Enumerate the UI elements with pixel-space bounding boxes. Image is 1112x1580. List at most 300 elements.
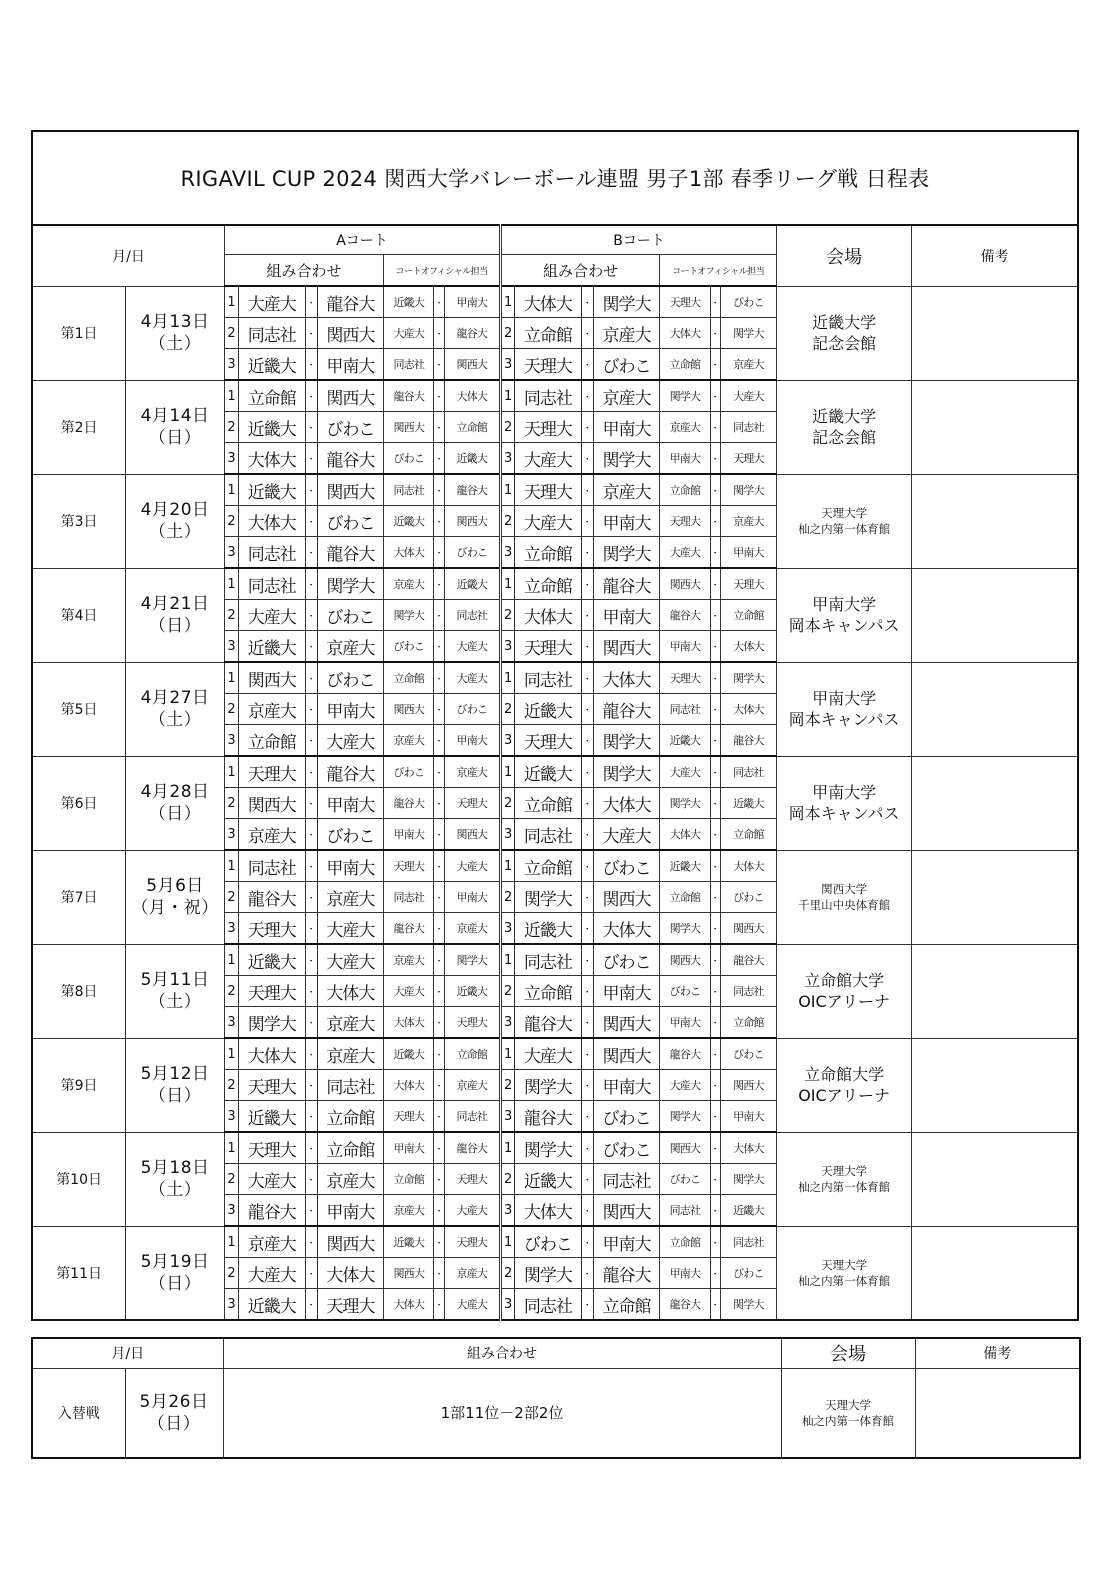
team-b-home: 大産大 <box>515 506 582 537</box>
separator: ・ <box>305 1258 317 1289</box>
official-b-2: 京産大 <box>720 349 776 381</box>
separator: ・ <box>710 913 720 945</box>
official-a-2: 天理大 <box>444 1007 501 1039</box>
team-b-away: 京産大 <box>593 380 660 412</box>
official-b-2: 同志社 <box>720 756 776 788</box>
match-number-b: 3 <box>501 819 515 851</box>
match-row <box>32 850 1078 882</box>
day-label: 第11日 <box>32 1226 126 1320</box>
team-b-away: 甲南大 <box>593 506 660 537</box>
team-b-away: びわこ <box>593 850 660 882</box>
team-b-away: 大産大 <box>593 819 660 851</box>
notes-cell <box>912 568 1078 662</box>
team-a-away: 大体大 <box>317 1258 384 1289</box>
official-a-2: 甲南大 <box>444 882 501 913</box>
team-a-home: 大体大 <box>239 506 306 537</box>
official-a-1: 近畿大 <box>384 506 434 537</box>
separator: ・ <box>581 1038 593 1070</box>
venue-cell <box>777 568 912 662</box>
dow-text: （日） <box>148 804 202 824</box>
venue-line-2: 岡本キャンパス <box>788 804 900 823</box>
official-b-2: 天理大 <box>720 443 776 475</box>
separator: ・ <box>305 380 317 412</box>
team-a-away: 甲南大 <box>317 788 384 819</box>
match-row <box>32 474 1078 506</box>
official-a-2: 立命館 <box>444 1038 501 1070</box>
separator: ・ <box>581 631 593 663</box>
date-text: 5月18日 <box>140 1158 210 1178</box>
match-number-b: 2 <box>501 1070 515 1101</box>
notes-cell <box>912 850 1078 944</box>
official-b-2: 京産大 <box>720 506 776 537</box>
official-a-2: 大産大 <box>444 662 501 694</box>
team-a-away: 大体大 <box>317 976 384 1007</box>
match-number-b: 3 <box>501 913 515 945</box>
day-date <box>126 850 225 944</box>
team-b-home: 立命館 <box>515 850 582 882</box>
match-row <box>32 1226 1078 1258</box>
official-b-1: 関学大 <box>660 1101 710 1133</box>
dow-text: （日） <box>148 428 202 448</box>
separator: ・ <box>710 631 720 663</box>
venue-cell <box>777 1038 912 1132</box>
venue-line-1: 甲南大学 <box>812 783 877 802</box>
official-b-1: 天理大 <box>660 506 710 537</box>
official-b-1: 大産大 <box>660 1070 710 1101</box>
team-b-home: 近畿大 <box>515 913 582 945</box>
team-b-away: びわこ <box>593 1132 660 1164</box>
official-a-1: 天理大 <box>384 1101 434 1133</box>
separator: ・ <box>434 694 444 725</box>
team-b-home: 大産大 <box>515 1038 582 1070</box>
separator: ・ <box>305 1289 317 1321</box>
team-a-away: 京産大 <box>317 1007 384 1039</box>
day-label: 第9日 <box>32 1038 126 1132</box>
team-b-home: 龍谷大 <box>515 1101 582 1133</box>
team-b-away: びわこ <box>593 349 660 381</box>
title-text: RIGAVIL CUP 2024 関西大学バレーボール連盟 男子1部 春季リーグ戦 日程表 <box>180 167 930 191</box>
separator: ・ <box>710 1007 720 1039</box>
match-number-a: 2 <box>224 1258 238 1289</box>
official-b-1: 関西大 <box>660 568 710 600</box>
separator: ・ <box>581 506 593 537</box>
separator: ・ <box>710 819 720 851</box>
replacement-header-venue: 会場 <box>781 1338 915 1368</box>
match-number-b: 1 <box>501 850 515 882</box>
separator: ・ <box>710 1195 720 1227</box>
team-b-home: 天理大 <box>515 474 582 506</box>
separator: ・ <box>434 1164 444 1195</box>
match-number-a: 2 <box>224 1070 238 1101</box>
team-b-away: 甲南大 <box>593 412 660 443</box>
team-a-home: 近畿大 <box>239 631 306 663</box>
official-a-1: 関西大 <box>384 1258 434 1289</box>
dow-text: （月・祝） <box>131 898 219 918</box>
dow-text: （土） <box>148 1180 202 1200</box>
match-number-a: 3 <box>224 913 238 945</box>
official-b-2: 大体大 <box>720 631 776 663</box>
separator: ・ <box>434 944 444 976</box>
dow-text: （日） <box>148 616 202 636</box>
team-a-home: 大体大 <box>239 1038 306 1070</box>
official-b-1: 龍谷大 <box>660 600 710 631</box>
match-number-a: 3 <box>224 1007 238 1039</box>
replacement-dow: （日） <box>147 1413 201 1434</box>
official-b-2: びわこ <box>720 882 776 913</box>
separator: ・ <box>581 349 593 381</box>
separator: ・ <box>581 600 593 631</box>
day-label: 第5日 <box>32 662 126 756</box>
separator: ・ <box>581 725 593 757</box>
official-b-1: 天理大 <box>660 662 710 694</box>
venue-line-1: 天理大学 <box>821 506 868 520</box>
team-a-away: 龍谷大 <box>317 756 384 788</box>
venue-line-2: 記念会館 <box>812 428 877 447</box>
venue-cell <box>777 944 912 1038</box>
official-b-1: 甲南大 <box>660 443 710 475</box>
team-b-away: 関学大 <box>593 725 660 757</box>
official-a-2: 大産大 <box>444 631 501 663</box>
separator: ・ <box>305 1195 317 1227</box>
separator: ・ <box>710 1070 720 1101</box>
team-b-away: 関西大 <box>593 1007 660 1039</box>
separator: ・ <box>710 1258 720 1289</box>
team-b-away: 関西大 <box>593 1195 660 1227</box>
team-a-home: 大産大 <box>239 1164 306 1195</box>
schedule-sheet <box>31 130 1079 1321</box>
official-a-1: 近畿大 <box>384 1226 434 1258</box>
team-b-away: 龍谷大 <box>593 694 660 725</box>
dow-text: （日） <box>148 1273 202 1294</box>
team-a-home: 近畿大 <box>239 474 306 506</box>
team-b-home: 関学大 <box>515 1132 582 1164</box>
separator: ・ <box>710 568 720 600</box>
venue-line-2: 千里山中央体育館 <box>798 898 891 912</box>
match-number-a: 3 <box>224 349 238 381</box>
official-b-2: 同志社 <box>720 412 776 443</box>
separator: ・ <box>581 474 593 506</box>
venue-cell <box>777 756 912 850</box>
replacement-header-date: 月/日 <box>32 1338 223 1368</box>
match-number-b: 3 <box>501 1195 515 1227</box>
official-b-1: 同志社 <box>660 694 710 725</box>
team-b-home: 近畿大 <box>515 756 582 788</box>
official-a-1: 関西大 <box>384 694 434 725</box>
separator: ・ <box>434 506 444 537</box>
match-number-a: 2 <box>224 506 238 537</box>
match-row <box>32 1038 1078 1070</box>
team-a-away: びわこ <box>317 600 384 631</box>
separator: ・ <box>434 286 444 318</box>
separator: ・ <box>710 1101 720 1133</box>
day-date <box>126 1226 225 1320</box>
separator: ・ <box>434 600 444 631</box>
notes-cell <box>912 944 1078 1038</box>
document-title <box>31 130 1079 224</box>
official-b-1: 関学大 <box>660 788 710 819</box>
official-b-2: 関学大 <box>720 474 776 506</box>
venue-cell <box>777 1226 912 1320</box>
match-number-b: 3 <box>501 1007 515 1039</box>
team-b-home: 立命館 <box>515 976 582 1007</box>
team-b-home: 同志社 <box>515 662 582 694</box>
separator: ・ <box>434 882 444 913</box>
team-b-away: 関学大 <box>593 756 660 788</box>
venue-cell <box>777 474 912 568</box>
match-number-b: 1 <box>501 756 515 788</box>
official-a-2: 立命館 <box>444 412 501 443</box>
team-a-away: 同志社 <box>317 1070 384 1101</box>
separator: ・ <box>305 286 317 318</box>
separator: ・ <box>581 694 593 725</box>
team-a-away: 京産大 <box>317 631 384 663</box>
dow-text: （土） <box>148 334 202 354</box>
match-number-b: 3 <box>501 1101 515 1133</box>
official-b-1: 立命館 <box>660 349 710 381</box>
replacement-venue-line-1: 天理大学 <box>825 1397 871 1412</box>
separator: ・ <box>434 318 444 349</box>
team-a-away: 京産大 <box>317 1038 384 1070</box>
official-b-1: 立命館 <box>660 1226 710 1258</box>
official-a-1: 大産大 <box>384 976 434 1007</box>
official-a-2: びわこ <box>444 537 501 569</box>
team-b-home: 立命館 <box>515 568 582 600</box>
official-a-1: 近畿大 <box>384 286 434 318</box>
separator: ・ <box>710 1226 720 1258</box>
team-a-home: 大産大 <box>239 1258 306 1289</box>
separator: ・ <box>305 537 317 569</box>
match-number-b: 2 <box>501 976 515 1007</box>
match-number-a: 1 <box>224 662 238 694</box>
replacement-matchup: 1部11位－2部2位 <box>223 1368 781 1458</box>
official-a-2: 近畿大 <box>444 976 501 1007</box>
separator: ・ <box>581 944 593 976</box>
official-a-2: 龍谷大 <box>444 318 501 349</box>
team-b-away: 関学大 <box>593 537 660 569</box>
separator: ・ <box>305 756 317 788</box>
date-text: 5月19日 <box>140 1251 210 1272</box>
team-a-away: 京産大 <box>317 882 384 913</box>
official-a-1: 京産大 <box>384 725 434 757</box>
official-a-2: 大産大 <box>444 1289 501 1321</box>
match-number-a: 3 <box>224 1195 238 1227</box>
team-b-away: びわこ <box>593 944 660 976</box>
separator: ・ <box>710 506 720 537</box>
separator: ・ <box>710 944 720 976</box>
official-b-1: 関学大 <box>660 913 710 945</box>
separator: ・ <box>434 474 444 506</box>
official-b-1: 甲南大 <box>660 1007 710 1039</box>
official-a-1: 甲南大 <box>384 1132 434 1164</box>
official-b-2: 関学大 <box>720 1289 776 1321</box>
day-date <box>126 944 225 1038</box>
venue-line-2: 杣之内第一体育館 <box>798 522 891 536</box>
team-b-home: 天理大 <box>515 349 582 381</box>
separator: ・ <box>434 1007 444 1039</box>
separator: ・ <box>710 474 720 506</box>
official-a-1: 関学大 <box>384 600 434 631</box>
team-a-home: 近畿大 <box>239 944 306 976</box>
separator: ・ <box>581 1195 593 1227</box>
separator: ・ <box>434 1226 444 1258</box>
venue-cell <box>777 1132 912 1226</box>
day-label: 第1日 <box>32 286 126 380</box>
team-b-home: 立命館 <box>515 318 582 349</box>
official-a-1: 京産大 <box>384 1195 434 1227</box>
team-b-home: 関学大 <box>515 1070 582 1101</box>
separator: ・ <box>434 1132 444 1164</box>
separator: ・ <box>434 788 444 819</box>
separator: ・ <box>305 694 317 725</box>
match-number-b: 2 <box>501 788 515 819</box>
official-b-2: 大体大 <box>720 850 776 882</box>
team-b-home: 関学大 <box>515 882 582 913</box>
team-a-home: 近畿大 <box>239 1101 306 1133</box>
official-a-2: 京産大 <box>444 1258 501 1289</box>
match-number-a: 2 <box>224 318 238 349</box>
team-b-home: 同志社 <box>515 944 582 976</box>
team-b-home: 立命館 <box>515 537 582 569</box>
separator: ・ <box>581 412 593 443</box>
dow-text: （土） <box>148 710 202 730</box>
day-date <box>126 474 225 568</box>
team-a-away: 大産大 <box>317 725 384 757</box>
separator: ・ <box>305 568 317 600</box>
official-a-2: 近畿大 <box>444 443 501 475</box>
venue-cell <box>777 850 912 944</box>
separator: ・ <box>305 725 317 757</box>
team-a-away: 関西大 <box>317 1226 384 1258</box>
separator: ・ <box>581 1070 593 1101</box>
notes-cell <box>912 662 1078 756</box>
official-a-2: 龍谷大 <box>444 1132 501 1164</box>
separator: ・ <box>305 1164 317 1195</box>
venue-line-1: 立命館大学 <box>804 971 885 990</box>
team-a-home: 大産大 <box>239 286 306 318</box>
day-date <box>126 1132 225 1226</box>
notes-cell <box>912 286 1078 380</box>
separator: ・ <box>305 631 317 663</box>
header-notes: 備考 <box>912 225 1078 286</box>
official-b-2: 近畿大 <box>720 1195 776 1227</box>
official-a-1: 大体大 <box>384 1007 434 1039</box>
official-a-2: 京産大 <box>444 756 501 788</box>
date-text: 5月12日 <box>140 1064 210 1084</box>
separator: ・ <box>710 662 720 694</box>
match-number-b: 1 <box>501 1226 515 1258</box>
separator: ・ <box>434 1289 444 1321</box>
header-official-b: コートオフィシャル担当 <box>660 255 777 287</box>
official-a-2: 天理大 <box>444 1226 501 1258</box>
separator: ・ <box>305 976 317 1007</box>
team-b-away: 立命館 <box>593 1289 660 1321</box>
official-a-1: 立命館 <box>384 1164 434 1195</box>
separator: ・ <box>305 1132 317 1164</box>
official-a-1: びわこ <box>384 443 434 475</box>
separator: ・ <box>581 1101 593 1133</box>
official-b-1: 大体大 <box>660 318 710 349</box>
replacement-notes <box>915 1368 1080 1458</box>
team-a-away: 関西大 <box>317 474 384 506</box>
separator: ・ <box>581 537 593 569</box>
match-number-b: 2 <box>501 882 515 913</box>
team-a-away: 関西大 <box>317 380 384 412</box>
match-number-a: 2 <box>224 694 238 725</box>
team-a-home: 天理大 <box>239 976 306 1007</box>
separator: ・ <box>305 412 317 443</box>
header-matchup-b: 組み合わせ <box>501 255 660 287</box>
team-b-home: びわこ <box>515 1226 582 1258</box>
separator: ・ <box>434 380 444 412</box>
match-number-b: 3 <box>501 631 515 663</box>
official-a-2: 近畿大 <box>444 568 501 600</box>
separator: ・ <box>305 349 317 381</box>
separator: ・ <box>305 662 317 694</box>
dow-text: （土） <box>148 522 202 542</box>
official-b-2: 関学大 <box>720 662 776 694</box>
official-a-2: 大産大 <box>444 1195 501 1227</box>
day-label: 第7日 <box>32 850 126 944</box>
venue-line-1: 甲南大学 <box>812 595 877 614</box>
separator: ・ <box>581 1132 593 1164</box>
official-b-1: 近畿大 <box>660 725 710 757</box>
separator: ・ <box>305 443 317 475</box>
team-b-away: 関学大 <box>593 286 660 318</box>
venue-line-2: 杣之内第一体育館 <box>798 1273 891 1288</box>
separator: ・ <box>710 976 720 1007</box>
team-b-away: 関西大 <box>593 1038 660 1070</box>
official-a-1: 龍谷大 <box>384 788 434 819</box>
team-b-home: 龍谷大 <box>515 1007 582 1039</box>
separator: ・ <box>434 568 444 600</box>
official-b-1: 天理大 <box>660 286 710 318</box>
match-number-b: 2 <box>501 412 515 443</box>
team-b-away: 関西大 <box>593 631 660 663</box>
separator: ・ <box>434 1070 444 1101</box>
team-b-home: 大体大 <box>515 1195 582 1227</box>
match-number-a: 2 <box>224 976 238 1007</box>
official-b-2: 大産大 <box>720 380 776 412</box>
team-b-home: 同志社 <box>515 1289 582 1321</box>
official-b-2: 龍谷大 <box>720 725 776 757</box>
official-a-1: 大体大 <box>384 537 434 569</box>
separator: ・ <box>581 913 593 945</box>
team-a-away: 龍谷大 <box>317 443 384 475</box>
team-b-away: 大体大 <box>593 788 660 819</box>
official-b-1: 京産大 <box>660 412 710 443</box>
venue-line-2: 記念会館 <box>812 334 877 353</box>
official-a-1: 大体大 <box>384 1070 434 1101</box>
team-a-home: 近畿大 <box>239 349 306 381</box>
team-b-away: 京産大 <box>593 318 660 349</box>
official-b-1: 関西大 <box>660 944 710 976</box>
official-a-1: 同志社 <box>384 882 434 913</box>
official-a-2: 関西大 <box>444 506 501 537</box>
match-number-b: 1 <box>501 1132 515 1164</box>
team-a-away: びわこ <box>317 412 384 443</box>
match-number-a: 2 <box>224 600 238 631</box>
team-a-away: びわこ <box>317 819 384 851</box>
team-a-home: 関西大 <box>239 662 306 694</box>
team-b-away: 龍谷大 <box>593 1258 660 1289</box>
match-number-a: 1 <box>224 944 238 976</box>
team-b-away: 大体大 <box>593 913 660 945</box>
match-number-b: 3 <box>501 725 515 757</box>
separator: ・ <box>581 568 593 600</box>
official-b-2: 関学大 <box>720 1164 776 1195</box>
separator: ・ <box>710 694 720 725</box>
team-a-home: 京産大 <box>239 1226 306 1258</box>
